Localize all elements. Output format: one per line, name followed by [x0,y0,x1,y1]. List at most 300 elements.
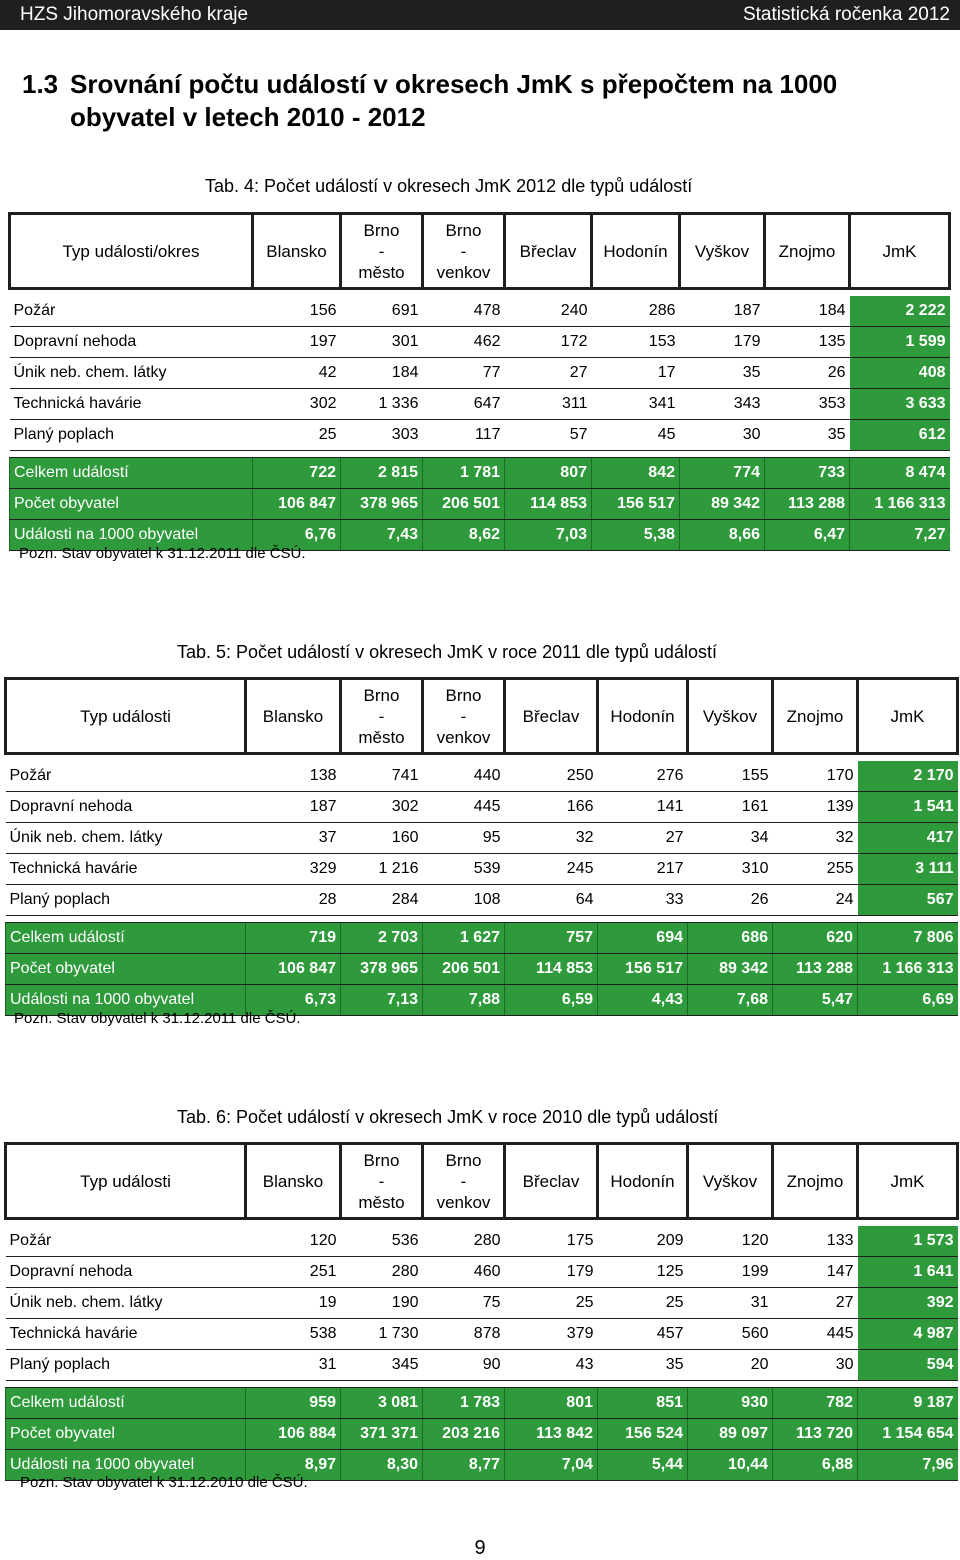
table-cell: 175 [505,1226,598,1257]
table-cell: 280 [423,1226,505,1257]
table-cell: 42 [253,358,341,389]
table-cell: 8 474 [850,458,950,489]
header-line: Typ události [80,706,171,726]
row-label: Planý poplach [10,420,253,451]
column-header [505,1144,598,1219]
table-cell: 117 [423,420,505,451]
summary-row [10,489,950,520]
table-cell: 7,03 [505,520,592,551]
table-cell: 170 [773,761,858,792]
row-label: Celkem událostí [6,923,246,954]
row-label: Únik neb. chem. látky [10,358,253,389]
table-cell: 28 [246,885,341,916]
table-cell: 139 [773,792,858,823]
jmk-total-cell: 1 641 [858,1257,958,1288]
header-line: Typ události [80,1171,171,1191]
table-cell: 329 [246,854,341,885]
row-label: Dopravní nehoda [6,792,246,823]
table-cell: 199 [688,1257,773,1288]
table-header-row [6,1144,958,1219]
header-line: Břeclav [519,241,577,261]
header-line: Znojmo [786,706,844,726]
column-header [598,1144,688,1219]
table-cell: 37 [246,823,341,854]
row-label: Technická havárie [10,389,253,420]
column-header [423,679,505,754]
table-cell: 7 806 [858,923,958,954]
column-header [246,679,341,754]
jmk-total-cell: 2 170 [858,761,958,792]
table-cell: 77 [423,358,505,389]
table-cell: 6,73 [246,985,341,1016]
table-row [10,420,950,451]
row-label: Planý poplach [6,1350,246,1381]
header-line: město [358,262,405,282]
page-header [0,0,960,30]
table-cell: 1 783 [423,1388,505,1419]
table-cell: 141 [598,792,688,823]
table-cell: 113 288 [765,489,850,520]
header-line: Břeclav [522,706,580,726]
table-cell: 135 [765,327,850,358]
table-cell: 245 [505,854,598,885]
jmk-total-cell: 408 [850,358,950,389]
header-line: JmK [890,706,925,726]
table-cell: 187 [680,296,765,327]
page-number: 9 [474,1537,486,1559]
header-line: Brno [445,1150,482,1170]
table-cell: 343 [680,389,765,420]
table-cell: 7,68 [688,985,773,1016]
table-cell: 1 166 313 [858,954,958,985]
column-header [858,679,958,754]
table-cell: 35 [765,420,850,451]
table-note: Pozn. Stav obyvatel k 31.12.2010 dle ČSÚ. [20,1474,308,1491]
table-cell: 7,04 [505,1450,598,1481]
table-row [6,792,958,823]
table-cell: 1 781 [423,458,505,489]
table-cell: 160 [341,823,423,854]
table-cell: 240 [505,296,592,327]
table-cell: 8,77 [423,1450,505,1481]
table-cell: 560 [688,1319,773,1350]
jmk-total-cell: 3 633 [850,389,950,420]
row-label: Technická havárie [6,1319,246,1350]
column-header [592,214,680,289]
section-number: 1.3 [22,69,59,99]
table-cell: 1 166 313 [850,489,950,520]
table-row [6,1350,958,1381]
jmk-total-cell: 2 222 [850,296,950,327]
row-label: Počet obyvatel [6,954,246,985]
table-cell: 89 342 [680,489,765,520]
table-cell: 27 [773,1288,858,1319]
table-cell: 851 [598,1388,688,1419]
table-cell: 445 [423,792,505,823]
row-label: Planý poplach [6,885,246,916]
row-label: Události na 1000 obyvatel [10,520,253,551]
table-cell: 172 [505,327,592,358]
table-cell: 156 517 [598,954,688,985]
column-header [858,1144,958,1219]
row-label: Únik neb. chem. látky [6,823,246,854]
header-line: město [358,1192,405,1212]
table-cell: 478 [423,296,505,327]
table-cell: 106 847 [253,489,341,520]
header-line: Brno [363,220,400,240]
header-line: venkov [436,262,491,282]
table-cell: 1 627 [423,923,505,954]
header-line: - [460,241,467,261]
column-header [765,214,850,289]
table-cell: 6,69 [858,985,958,1016]
column-header [253,214,341,289]
table-cell: 114 853 [505,954,598,985]
jmk-total-cell: 417 [858,823,958,854]
table-cell: 303 [341,420,423,451]
table-cell: 156 517 [592,489,680,520]
header-line: venkov [436,727,491,747]
table-cell: 733 [765,458,850,489]
row-label: Požár [6,761,246,792]
table-cell: 7,88 [423,985,505,1016]
table-cell: 722 [253,458,341,489]
table-cell: 179 [505,1257,598,1288]
table-cell: 43 [505,1350,598,1381]
section-title-line2: obyvatel v letech 2010 - 2012 [70,102,426,132]
table-cell: 10,44 [688,1450,773,1481]
table-cell: 30 [680,420,765,451]
table-cell: 26 [765,358,850,389]
jmk-total-cell: 612 [850,420,950,451]
table-cell: 691 [341,296,423,327]
header-line: JmK [890,1171,925,1191]
table-cell: 120 [688,1226,773,1257]
table-cell: 842 [592,458,680,489]
row-label: Události na 1000 obyvatel [6,1450,246,1481]
summary-row [10,458,950,489]
table-caption: Tab. 6: Počet událostí v okresech JmK v roce 2010 dle typů událostí [177,1107,719,1127]
table-cell: 31 [688,1288,773,1319]
header-line: Blansko [262,1171,324,1191]
column-header [680,214,765,289]
table-cell: 57 [505,420,592,451]
data-table [4,1142,959,1481]
header-publication: Statistická ročenka 2012 [742,4,950,25]
row-label: Technická havárie [6,854,246,885]
header-line: Brno [445,685,482,705]
table-cell: 197 [253,327,341,358]
header-line: - [378,706,385,726]
table-cell: 539 [423,854,505,885]
row-label: Požár [10,296,253,327]
table-cell: 353 [765,389,850,420]
table-cell: 106 847 [246,954,341,985]
row-label: Počet obyvatel [10,489,253,520]
table-cell: 807 [505,458,592,489]
table-cell: 89 342 [688,954,773,985]
table-cell: 280 [341,1257,423,1288]
table-cell: 6,76 [253,520,341,551]
table-cell: 156 524 [598,1419,688,1450]
table-cell: 4,43 [598,985,688,1016]
header-line: Znojmo [778,241,836,261]
table-cell: 113 720 [773,1419,858,1450]
jmk-total-cell: 3 111 [858,854,958,885]
table-cell: 250 [505,761,598,792]
table-cell: 187 [246,792,341,823]
table-cell: 153 [592,327,680,358]
table-cell: 206 501 [423,954,505,985]
table-cell: 206 501 [423,489,505,520]
table-cell: 694 [598,923,688,954]
table-cell: 8,97 [246,1450,341,1481]
table-row [6,1226,958,1257]
table-cell: 1 730 [341,1319,423,1350]
table-cell: 341 [592,389,680,420]
table-note: Pozn. Stav obyvatel k 31.12.2011 dle ČSÚ. [19,545,306,562]
table-cell: 120 [246,1226,341,1257]
row-label: Události na 1000 obyvatel [6,985,246,1016]
table-cell: 17 [592,358,680,389]
table-cell: 35 [598,1350,688,1381]
jmk-total-cell: 567 [858,885,958,916]
table-cell: 8,62 [423,520,505,551]
table-cell: 251 [246,1257,341,1288]
header-line: - [378,1171,385,1191]
table-cell: 741 [341,761,423,792]
table-cell: 1 154 654 [858,1419,958,1450]
table-cell: 35 [680,358,765,389]
table-cell: 286 [592,296,680,327]
table-cell: 457 [598,1319,688,1350]
table-cell: 166 [505,792,598,823]
header-line: - [460,706,467,726]
column-header [598,679,688,754]
header-line: - [460,1171,467,1191]
header-line: JmK [882,241,917,261]
row-label: Celkem událostí [10,458,253,489]
table-cell: 302 [341,792,423,823]
table-cell: 379 [505,1319,598,1350]
table-cell: 276 [598,761,688,792]
table-cell: 89 097 [688,1419,773,1450]
summary-row [6,1388,958,1419]
table-cell: 440 [423,761,505,792]
table-row [6,823,958,854]
jmk-total-cell: 392 [858,1288,958,1319]
table-cell: 90 [423,1350,505,1381]
section-title [22,68,942,134]
data-table [8,212,951,551]
table-caption: Tab. 4: Počet událostí v okresech JmK 2012 dle typů událostí [205,176,693,196]
table-header-row [10,214,950,289]
table-cell: 179 [680,327,765,358]
column-header [423,214,505,289]
table-cell: 7,96 [858,1450,958,1481]
column-header [246,1144,341,1219]
table-cell: 255 [773,854,858,885]
table-cell: 25 [598,1288,688,1319]
table-cell: 190 [341,1288,423,1319]
header-line: Typ události/okres [62,241,200,261]
table-cell: 9 187 [858,1388,958,1419]
column-header-type [10,214,253,289]
table-cell: 686 [688,923,773,954]
summary-row [6,923,958,954]
column-header [341,679,423,754]
table-row [6,1288,958,1319]
table-cell: 311 [505,389,592,420]
table-cell: 33 [598,885,688,916]
table-cell: 536 [341,1226,423,1257]
table-cell: 7,43 [341,520,423,551]
table-cell: 757 [505,923,598,954]
table-cell: 878 [423,1319,505,1350]
table-cell: 64 [505,885,598,916]
column-header [505,679,598,754]
jmk-total-cell: 1 599 [850,327,950,358]
table-cell: 310 [688,854,773,885]
column-header-type [6,1144,246,1219]
table-cell: 26 [688,885,773,916]
table-cell: 445 [773,1319,858,1350]
data-table [4,677,959,1016]
table-cell: 161 [688,792,773,823]
table-cell: 538 [246,1319,341,1350]
header-line: Hodonín [603,241,668,261]
table-cell: 2 703 [341,923,423,954]
header-line: Hodonín [610,706,675,726]
table-cell: 7,13 [341,985,423,1016]
jmk-total-cell: 1 541 [858,792,958,823]
table-note: Pozn. Stav obyvatel k 31.12.2011 dle ČSÚ. [14,1010,301,1027]
table-cell: 27 [505,358,592,389]
table-cell: 113 288 [773,954,858,985]
table-cell: 2 815 [341,458,423,489]
table-row [10,296,950,327]
table-cell: 75 [423,1288,505,1319]
table-cell: 460 [423,1257,505,1288]
table-cell: 209 [598,1226,688,1257]
header-line: Brno [363,1150,400,1170]
row-label: Únik neb. chem. látky [6,1288,246,1319]
table-row [6,854,958,885]
table-cell: 45 [592,420,680,451]
table-cell: 371 371 [341,1419,423,1450]
column-header [341,1144,423,1219]
table-row [6,1257,958,1288]
table-cell: 25 [253,420,341,451]
header-line: Vyškov [694,241,750,261]
table-cell: 27 [598,823,688,854]
table-cell: 3 081 [341,1388,423,1419]
jmk-total-cell: 4 987 [858,1319,958,1350]
column-header [688,1144,773,1219]
table-cell: 184 [341,358,423,389]
header-line: Blansko [266,241,327,261]
table-cell: 147 [773,1257,858,1288]
table-cell: 378 965 [341,954,423,985]
table-cell: 5,44 [598,1450,688,1481]
column-header [850,214,950,289]
table-cell: 959 [246,1388,341,1419]
table-cell: 6,88 [773,1450,858,1481]
table-row [6,761,958,792]
table-cell: 125 [598,1257,688,1288]
column-header [688,679,773,754]
table-row [6,885,958,916]
header-line: město [358,727,405,747]
table-cell: 6,59 [505,985,598,1016]
table-cell: 647 [423,389,505,420]
table-cell: 114 853 [505,489,592,520]
column-header [423,1144,505,1219]
row-label: Dopravní nehoda [6,1257,246,1288]
row-label: Požár [6,1226,246,1257]
table-cell: 95 [423,823,505,854]
header-line: Brno [445,220,482,240]
table-cell: 156 [253,296,341,327]
table-cell: 32 [773,823,858,854]
table-cell: 284 [341,885,423,916]
row-label: Celkem událostí [6,1388,246,1419]
table-cell: 302 [253,389,341,420]
table-cell: 113 842 [505,1419,598,1450]
header-line: Břeclav [522,1171,580,1191]
column-header [773,1144,858,1219]
table-cell: 19 [246,1288,341,1319]
column-header [341,214,423,289]
header-line: venkov [436,1192,491,1212]
header-line: Vyškov [702,706,758,726]
header-line: - [378,241,385,261]
table-cell: 462 [423,327,505,358]
header-organization: HZS Jihomoravského kraje [20,4,249,25]
header-line: Hodonín [610,1171,675,1191]
table-cell: 930 [688,1388,773,1419]
table-cell: 5,38 [592,520,680,551]
table-cell: 620 [773,923,858,954]
header-line: Vyškov [702,1171,758,1191]
table-row [10,389,950,420]
jmk-total-cell: 1 573 [858,1226,958,1257]
table-cell: 138 [246,761,341,792]
header-line: Blansko [262,706,324,726]
column-header [773,679,858,754]
summary-row [6,1419,958,1450]
table-row [10,358,950,389]
table-cell: 20 [688,1350,773,1381]
row-label: Počet obyvatel [6,1419,246,1450]
row-label: Dopravní nehoda [10,327,253,358]
table-cell: 345 [341,1350,423,1381]
column-header [505,214,592,289]
table-cell: 8,30 [341,1450,423,1481]
table-cell: 378 965 [341,489,423,520]
table-cell: 782 [773,1388,858,1419]
table-cell: 32 [505,823,598,854]
table-row [6,1319,958,1350]
table-cell: 203 216 [423,1419,505,1450]
table-cell: 7,27 [850,520,950,551]
table-cell: 24 [773,885,858,916]
section-title-line1: Srovnání počtu událostí v okresech JmK s přepočtem na 1000 [70,69,838,99]
table-row [10,327,950,358]
table-cell: 217 [598,854,688,885]
table-cell: 301 [341,327,423,358]
table-cell: 155 [688,761,773,792]
